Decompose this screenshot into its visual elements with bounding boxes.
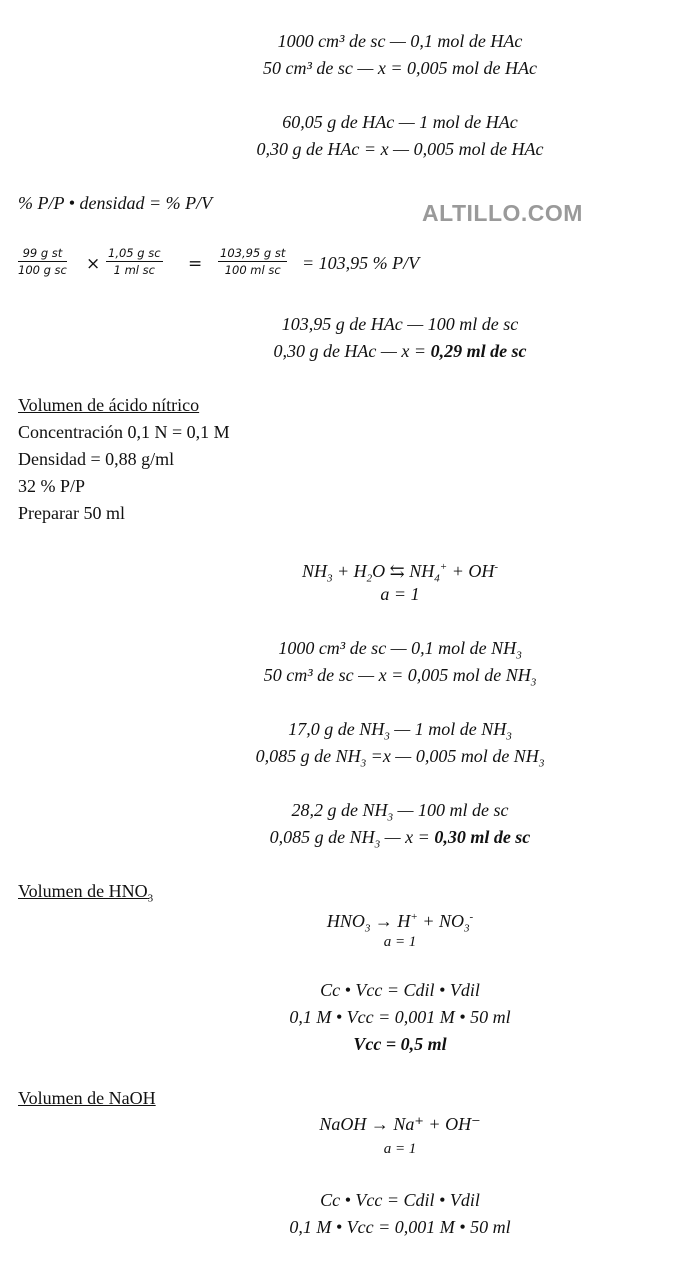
hno3-reaction: $HNO_3 \to H^+ + NO_3^-$ xyxy=(326,911,474,935)
hno3-dilution-formula: Cc • Vcc = Cdil • Vdil xyxy=(320,980,480,1000)
nh3-line-1: 1000 cm³ de sc — 0,1 mol de $NH_3$ xyxy=(278,638,522,662)
nh3-reaction: $NH_3 + H_2O$ ⇆ $NH_4^+ + OH^-$ xyxy=(301,561,499,585)
hac-line-3: 60,05 g de HAc — 1 mol de HAc xyxy=(282,112,518,132)
nh3-line-2-text: 50 cm³ de sc — x = 0,005 mol de NH xyxy=(263,665,531,685)
hac-volume-result: 0,29 ml de sc xyxy=(430,341,527,361)
nh3-line-4-a: 0,085 g de NH xyxy=(255,746,361,766)
nh3-line-5: 28,2 g de $NH_3$ — 100 ml de sc xyxy=(291,800,509,824)
hac-line-5: 103,95 g de HAc — 100 ml de sc xyxy=(281,314,519,334)
nitric-concentration: Concentración 0,1 N = 0,1 M xyxy=(18,422,230,442)
hno3-dilution-values: 0,1 M • Vcc = 0,001 M • 50 ml xyxy=(289,1007,511,1027)
nh3-line-2: 50 cm³ de sc — x = 0,005 mol de $NH_3$ xyxy=(263,665,537,689)
nh3-line-1-text: 1000 cm³ de sc — 0,1 mol de NH xyxy=(278,638,517,658)
fraction-result xyxy=(218,246,287,277)
nitric-prepare: Preparar 50 ml xyxy=(18,503,125,523)
nh3-line-5-b: — 100 ml de sc xyxy=(393,800,509,820)
nh3-line-6: 0,085 g de $NH_3$ — x = 0,30 ml de sc xyxy=(269,827,531,851)
watermark-logo: ALTILLO.COM xyxy=(422,200,583,226)
nitric-heading: Volumen de ácido nítrico xyxy=(18,395,200,415)
nh3-line-5-a: 28,2 g de NH xyxy=(291,800,388,820)
naoh-dilution-values: 0,1 M • Vcc = 0,001 M • 50 ml xyxy=(289,1217,511,1237)
fraction-denominator: 100 ml sc xyxy=(224,263,281,277)
nh3-line-4: 0,085 g de $NH_3 =x$ — 0,005 mol de $NH_3$ xyxy=(255,746,545,770)
fraction-denominator: 1 ml sc xyxy=(113,263,155,277)
times-sign: × xyxy=(86,254,101,274)
nh3-volume-result: 0,30 ml de sc xyxy=(434,827,531,847)
fraction-numerator: 103,95 g st xyxy=(220,246,286,260)
naoh-alpha: a = 1 xyxy=(383,1141,417,1157)
equals-sign: = xyxy=(188,254,203,274)
pv-result: = 103,95 % P/V xyxy=(302,253,420,273)
nh3-line-3-a: 17,0 g de NH xyxy=(288,719,385,739)
nh3-line-4-b: =x — 0,005 mol de NH xyxy=(366,746,539,766)
nh3-line-3: 17,0 g de $NH_3$ — 1 mol de $NH_3$ xyxy=(288,719,512,743)
fraction-solute xyxy=(18,246,67,277)
hno3-alpha: a = 1 xyxy=(383,934,417,950)
naoh-heading: Volumen de NaOH xyxy=(18,1088,156,1108)
hno3-volume-result: Vcc = 0,5 ml xyxy=(353,1034,447,1054)
nitric-pp: 32 % P/P xyxy=(18,476,86,496)
nh3-alpha: a = 1 xyxy=(380,584,420,604)
density-formula: % P/P • densidad = % P/V xyxy=(18,193,213,213)
fraction-numerator: 1,05 g sc xyxy=(108,246,161,260)
naoh-dilution-formula: Cc • Vcc = Cdil • Vdil xyxy=(320,1190,480,1210)
fraction-density xyxy=(106,246,163,277)
naoh-reaction: NaOH → Na⁺ + OH⁻ xyxy=(319,1114,481,1134)
fraction-denominator: 100 g sc xyxy=(18,263,67,277)
nitric-density: Densidad = 0,88 g/ml xyxy=(18,449,175,469)
hac-line-1: 1000 cm³ de sc — 0,1 mol de HAc xyxy=(277,31,523,51)
fraction-numerator: 99 g st xyxy=(18,246,67,262)
hac-line-4: 0,30 g de HAc = x — 0,005 mol de HAc xyxy=(256,139,544,159)
nh3-line-6-a: 0,085 g de NH xyxy=(269,827,375,847)
nh3-line-3-b: — 1 mol de NH xyxy=(389,719,507,739)
hac-line-6 xyxy=(0,340,700,362)
hac-line-6-text: 0,30 g de HAc — x = xyxy=(273,341,431,361)
hac-line-2: 50 cm³ de sc — x = 0,005 mol de HAc xyxy=(263,58,537,78)
hno3-heading-text: Volumen de HNO xyxy=(18,881,148,901)
nh3-line-6-b: — x = xyxy=(380,827,435,847)
hno3-heading: Volumen de $HNO_3$ xyxy=(18,881,154,905)
